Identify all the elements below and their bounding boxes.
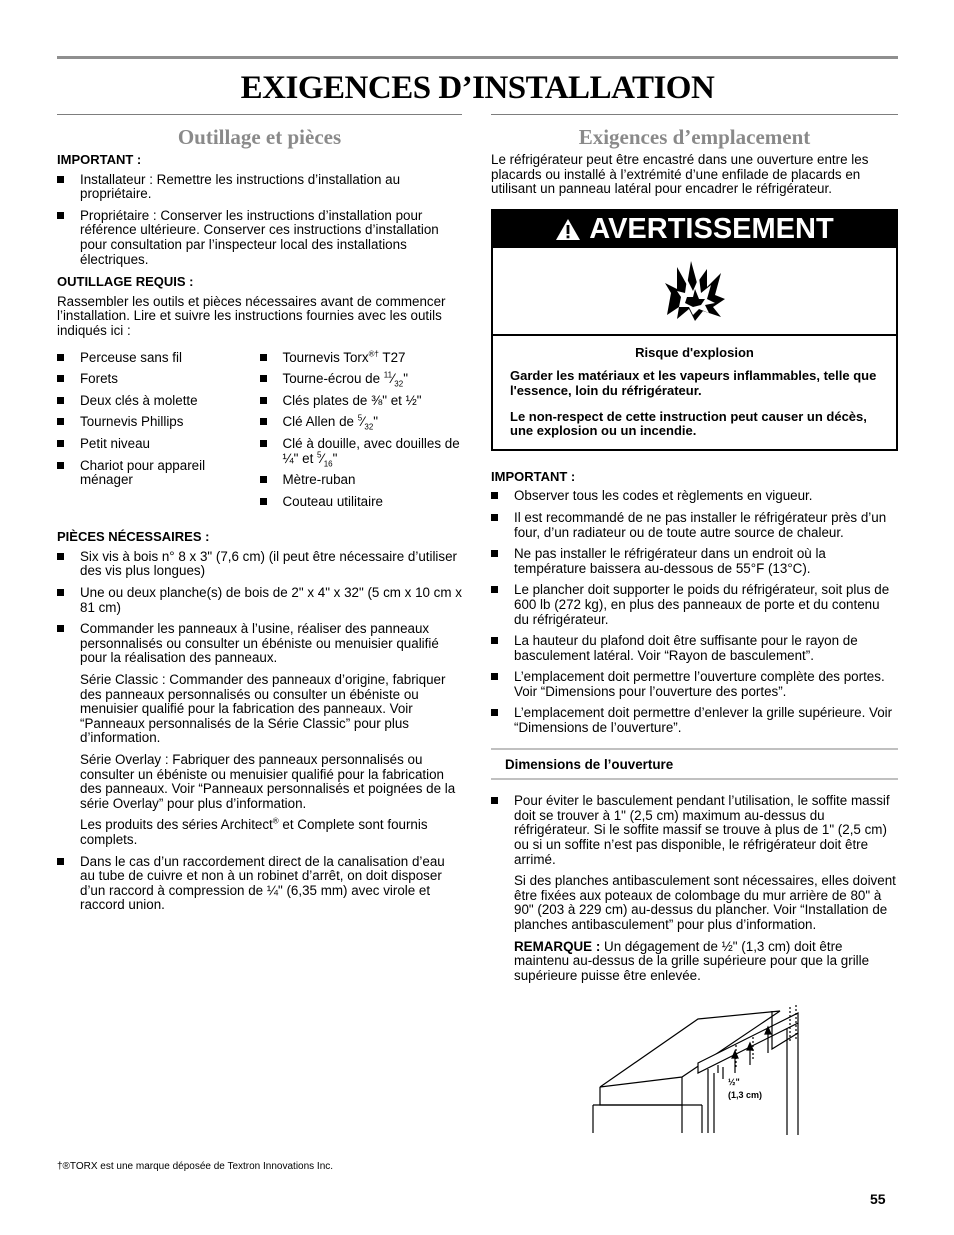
tools-intro: Rassembler les outils et pièces nécessaires avant de commencer l’installation. Lire et suivre les instructions fournies avec les outils indiqués ici : [57,293,446,338]
tools-label: OUTILLAGE REQUIS : [57,274,194,290]
section-title-location: Exigences d’emplacement [578,125,811,149]
grille-clearance-figure [590,1003,800,1135]
list-item: Observer tous les codes et règlements en vigueur. [491,489,898,504]
list-item: Commander les panneaux à l’usine, réaliser des panneaux personnalisés ou consulter un ébéniste ou menuisier qualifié pour la réalisation des panneaux. Série Classic : Commander des panneaux d’origine, fabriquer des panneaux personnalisés ou consulter un ébéniste ou menuisier qualifié pour la fabrication des panneaux. Voir “Panneaux personnalisés de la Série Classic” pour plus d’information. Série Overlay : Fabriquer des panneaux personnalisés ou consulter un ébéniste ou menuisier qualifié pour la fabrication des panneaux. Voir “Panneaux personnalisés et poignées de la série Overlay” pour plus d’information. Les produits des séries Architect® et Complete sont fournis complets. [57,622,462,847]
list-item: Une ou deux planche(s) de bois de 2" x 4" x 32" (5 cm x 10 cm x 81 cm) [57,586,462,615]
list-item: Clé à douille, avec douilles de ¼" et $^5⁄_{16}$" [260,437,463,466]
warning-box [491,209,898,451]
right-column [491,114,898,991]
list-item: Installateur : Remettre les instructions d’installation au propriétaire. [57,173,462,202]
explosion-icon [663,259,727,323]
warning-header [493,211,896,248]
important-label: IMPORTANT : [57,152,142,167]
list-item: Le plancher doit supporter le poids du réfrigérateur, soit plus de 600 lb (272 kg), en plus des panneaux de porte et du contenu du réfrigérateur. [491,583,898,627]
section-rule [57,114,462,115]
left-column [57,114,462,921]
explosion-icon-row [493,248,896,336]
list-item: Propriétaire : Conserver les instructions d’installation pour référence ultérieure. Conserver ces instructions d’installation pour consultation par l’inspecteur local des installations électriques. [57,209,462,267]
list-item: Deux clés à molette [57,394,260,409]
important-list [57,173,462,268]
list-item: Ne pas installer le réfrigérateur dans un endroit où la température baissera au-dessous de 55°F (13°C). [491,547,898,576]
parts-label: PIÈCES NÉCESSAIRES : [57,529,210,545]
list-item: Tournevis Phillips [57,415,260,430]
tools-lists [57,351,462,517]
top-rule [57,56,898,59]
list-item: Couteau utilitaire [260,495,463,510]
warning-line-2: Le non-respect de cette instruction peut causer un décès, une explosion ou un incendie. [510,408,867,439]
list-item: Forets [57,372,260,387]
list-item: Tournevis Torx®† T27 [260,351,463,366]
tools-list-1 [57,351,260,517]
list-item: La hauteur du plafond doit être suffisante pour le rayon de basculement latéral. Voir “Rayon de basculement”. [491,634,898,663]
dimensions-list [491,794,898,983]
location-intro: Le réfrigérateur peut être encastré dans une ouverture entre les placards ou installé à l’extrémité d’une enfilade de placards en utilisant un panneau latéral pour encadrer le réfrigérateur. [491,152,869,197]
list-item: Dans le cas d’un raccordement direct de la canalisation d’eau au tube de cuivre et non à un robinet d’arrêt, on doit disposer d’un raccord à compression de ¼" (6,35 mm) avec virole et raccord union. [57,855,462,913]
parts-list [57,550,462,913]
list-item: L’emplacement doit permettre l’ouverture complète des portes. Voir “Dimensions pour l’ouverture des portes”. [491,670,898,699]
list-item: Mètre-ruban [260,473,463,488]
page-number: 55 [870,1191,886,1207]
list-item: Chariot pour appareil ménager [57,459,260,488]
list-item: L’emplacement doit permettre d’enlever la grille supérieure. Voir “Dimensions de l’ouverture”. [491,706,898,735]
warning-triangle-icon [555,218,581,241]
list-item: Il est recommandé de ne pas installer le réfrigérateur près d’un four, d’un radiateur ou de toute autre source de chaleur. [491,511,898,540]
warning-heading: AVERTISSEMENT [589,213,834,246]
section-rule [491,114,898,115]
warning-line-1: Garder les matériaux et les vapeurs inflammables, telle que l'essence, loin du réfrigérateur. [510,368,877,398]
footnote: †®TORX est une marque déposée de Textron Innovations Inc. [57,1161,334,1172]
important-label: IMPORTANT : [491,468,576,484]
figure-label-inch: ½" [728,1077,740,1087]
list-item: Tourne-écrou de $^{11}⁄_{32}$" [260,372,463,387]
dimensions-heading: Dimensions de l’ouverture [491,748,898,781]
list-item: Six vis à bois n° 8 x 3" (7,6 cm) (il peut être nécessaire d’utiliser des vis plus longues) [57,550,462,579]
section-title-tools: Outillage et pièces [177,125,342,149]
page-title: EXIGENCES D’INSTALLATION [240,70,715,106]
list-item: Perceuse sans fil [57,351,260,366]
tools-list-2 [260,351,463,517]
important-list [491,489,898,735]
figure-label-cm: (1,3 cm) [728,1090,763,1100]
warning-body [493,336,896,449]
list-item: Clés plates de ⅜" et ½" [260,394,463,409]
list-item: Petit niveau [57,437,260,452]
warning-risk-title: Risque d'explosion [635,344,754,360]
list-item: Pour éviter le basculement pendant l’utilisation, le soffite massif doit se trouver à 1" (2,5 cm) maximum au-dessus du réfrigérateur. Si le soffite massif se trouve à plus de 1" (2,5 cm) ou si un soffite n’est pas disponible, le réfrigérateur doit être arrimé. Si des planches antibasculement sont nécessaires, elles doivent être fixées aux poteaux de colombage du mur arrière de 80" à 90" (203 à 229 cm) au-dessus du plancher. Voir “Installation de planches antibasculement” pour plus d’information. REMARQUE : Un dégagement de ½" (1,3 cm) doit être maintenu au-dessus de la grille supérieure pour que la grille supérieure puisse être enlevée. [491,794,898,983]
list-item: Clé Allen de $^5⁄_{32}$" [260,415,463,430]
